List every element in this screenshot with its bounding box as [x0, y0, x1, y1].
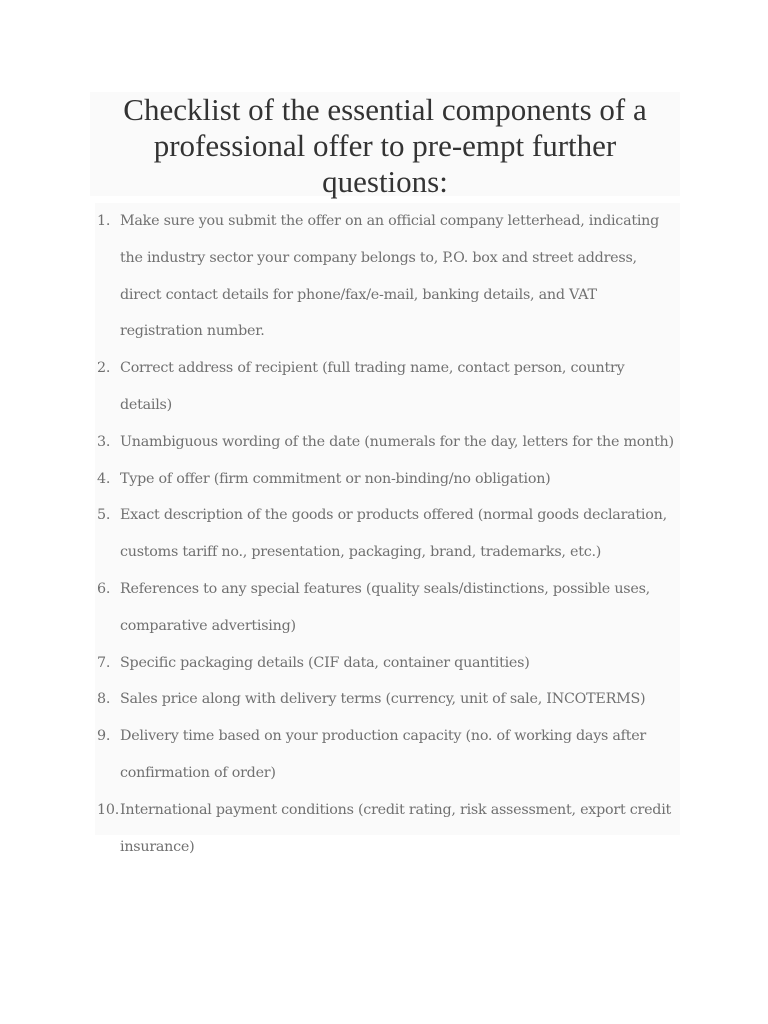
item-number: 4.	[97, 470, 111, 487]
item-number: 7.	[97, 654, 111, 671]
list-item	[95, 681, 680, 718]
item-text: Correct address of recipient (full trading name, contact person, country details)	[120, 360, 625, 413]
list-item	[95, 792, 680, 866]
item-text: Exact description of the goods or products offered (normal goods declaration, customs tariff no., presentation, packaging, brand, trademarks, etc.)	[120, 507, 667, 561]
item-number: 10.	[97, 801, 119, 818]
item-text: References to any special features (quality seals/distinctions, possible uses, comparative advertising)	[120, 580, 650, 634]
item-number: 8.	[97, 691, 111, 708]
list-item	[95, 350, 680, 424]
item-number: 1.	[97, 213, 111, 229]
item-number: 3.	[97, 433, 111, 450]
item-text: Sales price along with delivery terms (currency, unit of sale, INCOTERMS)	[120, 691, 646, 708]
page-title: Checklist of the essential components of a professional offer to pre-empt further questions:	[90, 92, 680, 196]
item-text: Specific packaging details (CIF data, container quantities)	[120, 654, 530, 671]
item-number: 9.	[97, 728, 111, 745]
item-number: 6.	[97, 580, 111, 597]
item-text: International payment conditions (credit rating, risk assessment, export credit insurance)	[120, 801, 672, 855]
item-text: Make sure you submit the offer on an official company letterhead, indicating the industry sector your company belongs to, P.O. box and street address, direct contact details for phone/fax/e-mail, banking details, and VAT registration number.	[120, 213, 660, 340]
list-item	[95, 718, 680, 792]
item-number: 5.	[97, 507, 111, 524]
list-item	[95, 424, 680, 461]
checklist	[95, 203, 680, 855]
item-text: Type of offer (firm commitment or non-binding/no obligation)	[120, 470, 551, 487]
item-text: Delivery time based on your production capacity (no. of working days after confirmation of order)	[120, 728, 647, 781]
item-text: Unambiguous wording of the date (numerals for the day, letters for the month)	[120, 433, 674, 450]
list-item	[95, 203, 680, 350]
list-item	[95, 497, 680, 571]
item-number: 2.	[97, 360, 111, 377]
list-item	[95, 461, 680, 498]
list-item	[95, 645, 680, 682]
list-item	[95, 571, 680, 645]
